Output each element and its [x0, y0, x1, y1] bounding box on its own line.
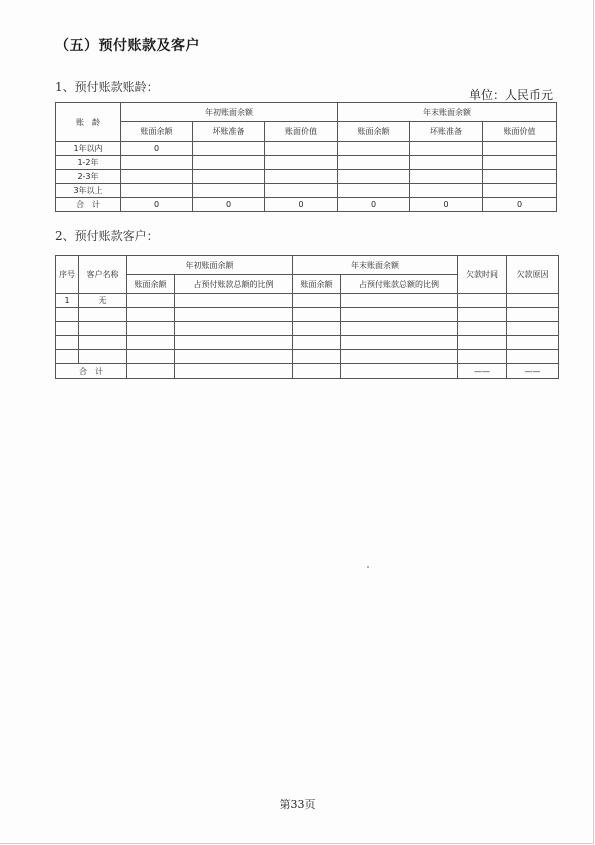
total-label: 合 计 [56, 364, 127, 379]
table-cell [293, 364, 341, 379]
table-cell [293, 308, 341, 322]
table-cell [458, 308, 507, 322]
column-header: 账面余额 [293, 275, 341, 294]
table-cell [175, 322, 293, 336]
table-cell [265, 142, 338, 156]
column-header: 占预付账款总额的比例 [175, 275, 293, 294]
table-cell [483, 170, 557, 184]
table-cell [127, 308, 175, 322]
aging-row-header: 账 龄 [56, 103, 121, 142]
table-cell [193, 142, 265, 156]
table-cell [121, 184, 193, 198]
table-row [56, 336, 559, 350]
cell-seq: 1 [56, 294, 79, 308]
table-cell [341, 364, 458, 379]
table-row [56, 294, 559, 308]
aging-group-begin: 年初账面余额 [121, 103, 338, 122]
table-cell [483, 142, 557, 156]
table-row [56, 308, 559, 322]
table-cell [410, 156, 483, 170]
cell-seq [56, 350, 79, 364]
table-row [56, 322, 559, 336]
currency-unit: 单位：人民币元 [468, 88, 553, 102]
table-cell [507, 350, 559, 364]
table-cell [293, 350, 341, 364]
table-cell [341, 294, 458, 308]
table-cell [293, 294, 341, 308]
cell-customer-name [79, 350, 127, 364]
table-row [56, 156, 557, 170]
table-cell [175, 336, 293, 350]
table-row [56, 184, 557, 198]
total-time-dash: —— [458, 364, 507, 379]
table-cell [507, 322, 559, 336]
column-header: 账面余额 [121, 122, 193, 142]
table-cell [175, 308, 293, 322]
row-label: 合 计 [56, 198, 121, 212]
table-cell [458, 322, 507, 336]
customers-group-begin: 年初账面余额 [127, 256, 293, 275]
column-header: 坏账准备 [410, 122, 483, 142]
section-title: （五）预付账款及客户 [55, 38, 200, 54]
table-cell: 0 [483, 198, 557, 212]
row-label: 2-3年 [56, 170, 121, 184]
cell-customer-name [79, 322, 127, 336]
table-cell [338, 142, 410, 156]
cell-seq [56, 336, 79, 350]
aging-subtitle: 1、预付账款账龄： [55, 80, 159, 94]
table-cell [338, 170, 410, 184]
cell-customer-name [79, 336, 127, 350]
table-cell [410, 184, 483, 198]
scan-speck [367, 566, 369, 568]
table-cell [338, 156, 410, 170]
header-seq: 序号 [56, 256, 79, 294]
table-cell [458, 294, 507, 308]
table-cell [341, 308, 458, 322]
table-cell [507, 294, 559, 308]
table-cell [265, 156, 338, 170]
table-cell [341, 350, 458, 364]
customers-subtitle: 2、预付账款客户： [55, 229, 159, 243]
row-label: 1年以内 [56, 142, 121, 156]
table-cell [193, 184, 265, 198]
table-cell [127, 364, 175, 379]
table-cell [507, 336, 559, 350]
table-cell [127, 294, 175, 308]
column-header: 账面价值 [483, 122, 557, 142]
table-cell [127, 350, 175, 364]
column-header: 账面价值 [265, 122, 338, 142]
table-cell [175, 364, 293, 379]
table-cell: 0 [121, 198, 193, 212]
table-cell [175, 350, 293, 364]
table-cell [410, 170, 483, 184]
table-row [56, 350, 559, 364]
table-cell [293, 322, 341, 336]
table-cell [127, 322, 175, 336]
total-reason-dash: —— [507, 364, 559, 379]
table-cell [483, 156, 557, 170]
header-customer-name: 客户名称 [79, 256, 127, 294]
table-row [56, 170, 557, 184]
row-label: 3年以上 [56, 184, 121, 198]
column-header: 坏账准备 [193, 122, 265, 142]
column-header: 账面余额 [127, 275, 175, 294]
table-cell [341, 336, 458, 350]
table-cell [293, 336, 341, 350]
column-header: 账面余额 [338, 122, 410, 142]
cell-seq [56, 308, 79, 322]
table-cell: 0 [193, 198, 265, 212]
table-cell [193, 170, 265, 184]
table-cell [127, 336, 175, 350]
table-cell: 0 [338, 198, 410, 212]
table-cell [193, 156, 265, 170]
table-cell [507, 308, 559, 322]
header-arrears-time: 欠款时间 [458, 256, 507, 294]
table-cell [338, 184, 410, 198]
table-cell [341, 322, 458, 336]
row-label: 1-2年 [56, 156, 121, 170]
customers-table [55, 255, 559, 379]
cell-seq [56, 322, 79, 336]
aging-group-end: 年末账面余额 [338, 103, 557, 122]
table-cell [121, 170, 193, 184]
header-arrears-reason: 欠款原因 [507, 256, 559, 294]
column-header: 占预付账款总额的比例 [341, 275, 458, 294]
table-cell [410, 142, 483, 156]
table-cell [458, 350, 507, 364]
table-cell: 0 [265, 198, 338, 212]
table-row [56, 142, 557, 156]
table-cell: 0 [410, 198, 483, 212]
table-cell [265, 184, 338, 198]
table-cell [265, 170, 338, 184]
page-number: 第33页 [279, 798, 316, 811]
aging-table [55, 102, 557, 212]
table-cell [121, 156, 193, 170]
total-row [56, 198, 557, 212]
table-cell [458, 336, 507, 350]
cell-customer-name: 无 [79, 294, 127, 308]
table-cell [175, 294, 293, 308]
table-cell [483, 184, 557, 198]
customers-group-end: 年末账面余额 [293, 256, 458, 275]
table-cell: 0 [121, 142, 193, 156]
cell-customer-name [79, 308, 127, 322]
total-row [56, 364, 559, 379]
